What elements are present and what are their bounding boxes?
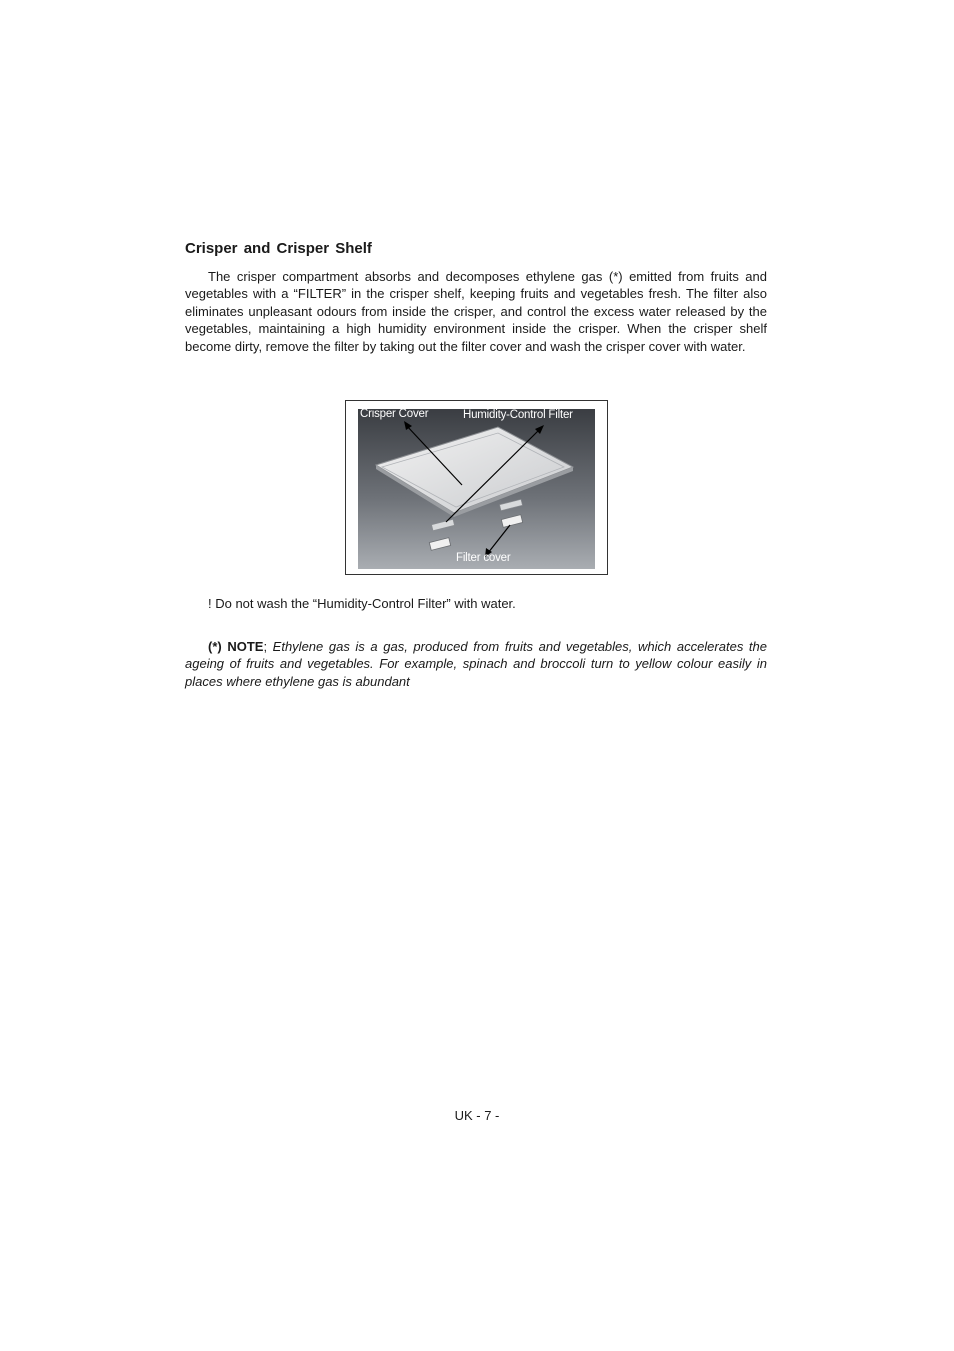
section-heading: Crisper and Crisper Shelf (185, 240, 372, 257)
warning-text: ! Do not wash the “Humidity-Control Filter” with water. (208, 596, 516, 611)
label-filter-cover: Filter cover (456, 552, 511, 564)
label-crisper-cover: Crisper Cover (360, 408, 429, 420)
note-label: (*) NOTE (208, 639, 264, 654)
section-body: The crisper compartment absorbs and decomposes ethylene gas (*) emitted from fruits and vegetables with a “FILTER” in the crisper shelf, keeping fruits and vegetables fresh. The filter also eliminates unpleasant odours from inside the crisper, and control the excess water released by the vegetables, maintaining a high humidity environment inside the crisper. When the crisper shelf become dirty, remove the filter by taking out the filter cover and wash the crisper cover with water. (185, 269, 767, 354)
crisper-diagram (345, 400, 608, 575)
label-humidity-control-filter: Humidity-Control Filter (463, 409, 573, 421)
crisper-illustration (358, 409, 595, 569)
page-number: UK - 7 - (454, 1108, 500, 1123)
note-paragraph (185, 638, 767, 690)
note-body: Ethylene gas is a gas, produced from fruits and vegetables, which accelerates the ageing of fruits and vegetables. For example, spinach and broccoli turn to yellow colour easily in places where ethylene gas is abundant (185, 639, 767, 689)
note-separator: ; (263, 639, 268, 654)
